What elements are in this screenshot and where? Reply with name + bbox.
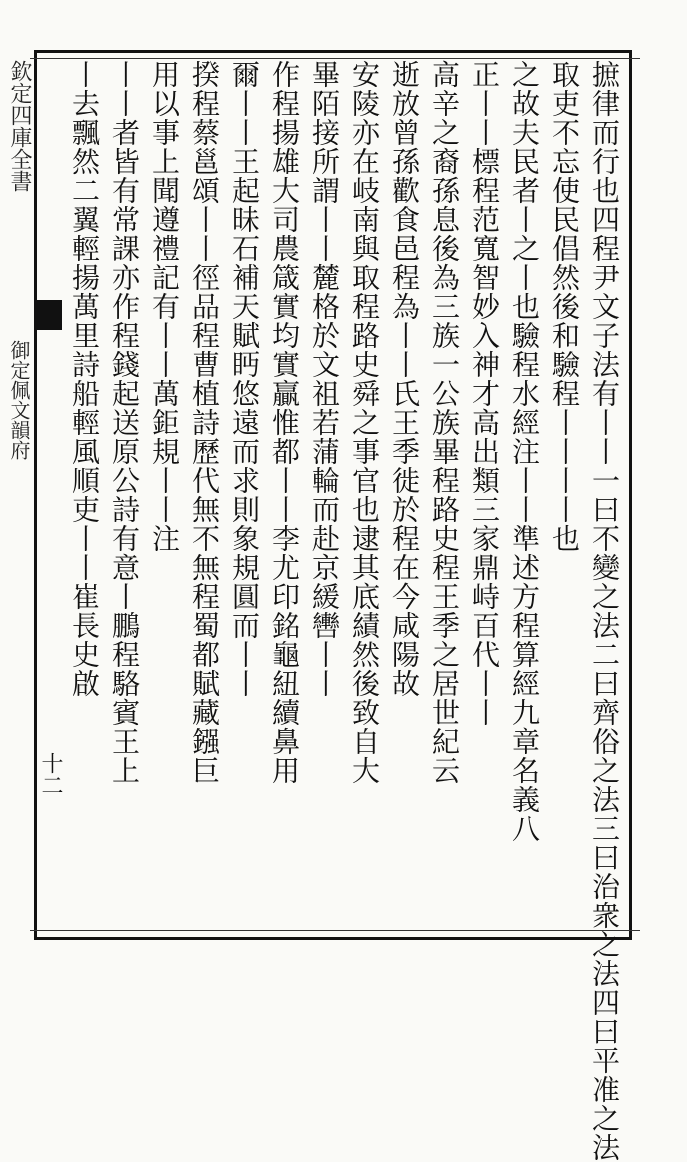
text-column-1: 摭律而行也四程尹文子法有丨丨一曰不變之法二曰齊俗之法三曰治衆之法四曰平准之法 — [588, 60, 621, 1162]
text-column-4: 正丨丨標程范寬智妙入神才高出類三家鼎峙百代丨丨 — [468, 60, 501, 727]
text-column-8: 畢陌接所謂丨丨麓格於文祖若蒲輪而赴京緩轡丨丨 — [308, 60, 341, 698]
page-number: 十二 — [38, 752, 63, 796]
text-column-14: 丨去飄然二翼輕揚萬里詩船輕風順吏丨丨崔長史啟 — [68, 60, 101, 698]
text-column-5: 高辛之裔孫息後為三族一公族畢程路史程王季之居世紀云 — [428, 60, 461, 785]
text-column-10: 爾丨丨王起昧石補天賦眄悠遠而求則象規圓而丨丨 — [228, 60, 261, 698]
text-column-12: 用以事上聞遵禮記有丨丨萬鉅規丨丨注 — [148, 60, 181, 553]
text-column-7: 安陵亦在岐南與取程路史舜之事官也逮其底績然後致自大 — [348, 60, 381, 785]
top-rule — [30, 58, 640, 59]
margin-sub-title: 御定佩文韻府 — [7, 340, 31, 460]
text-column-3: 之故夫民者丨之丨也驗程水經注丨丨準述方程算經九章名義八 — [508, 60, 541, 843]
text-column-9: 作程揚雄大司農箴實均實贏惟都丨丨李尤印銘龜紐續鼻用 — [268, 60, 301, 785]
text-column-13: 丨丨者皆有常課亦作程錢起送原公詩有意丨鵬程駱賓王上 — [108, 60, 141, 785]
text-column-6: 逝放曾孫歡食邑程為丨丨氏王季徙於程在今咸陽故 — [388, 60, 421, 698]
fish-tail-mark — [34, 300, 62, 330]
margin-book-title: 欽定四庫全書 — [7, 60, 32, 192]
bottom-rule — [30, 930, 640, 931]
text-column-11: 揆程蔡邕頌丨丨徑品程曹植詩歷代無不無程蜀都賦藏鏹巨 — [188, 60, 221, 785]
text-column-2: 取吏不忘使民倡然後和驗程丨丨丨丨也 — [548, 60, 581, 553]
